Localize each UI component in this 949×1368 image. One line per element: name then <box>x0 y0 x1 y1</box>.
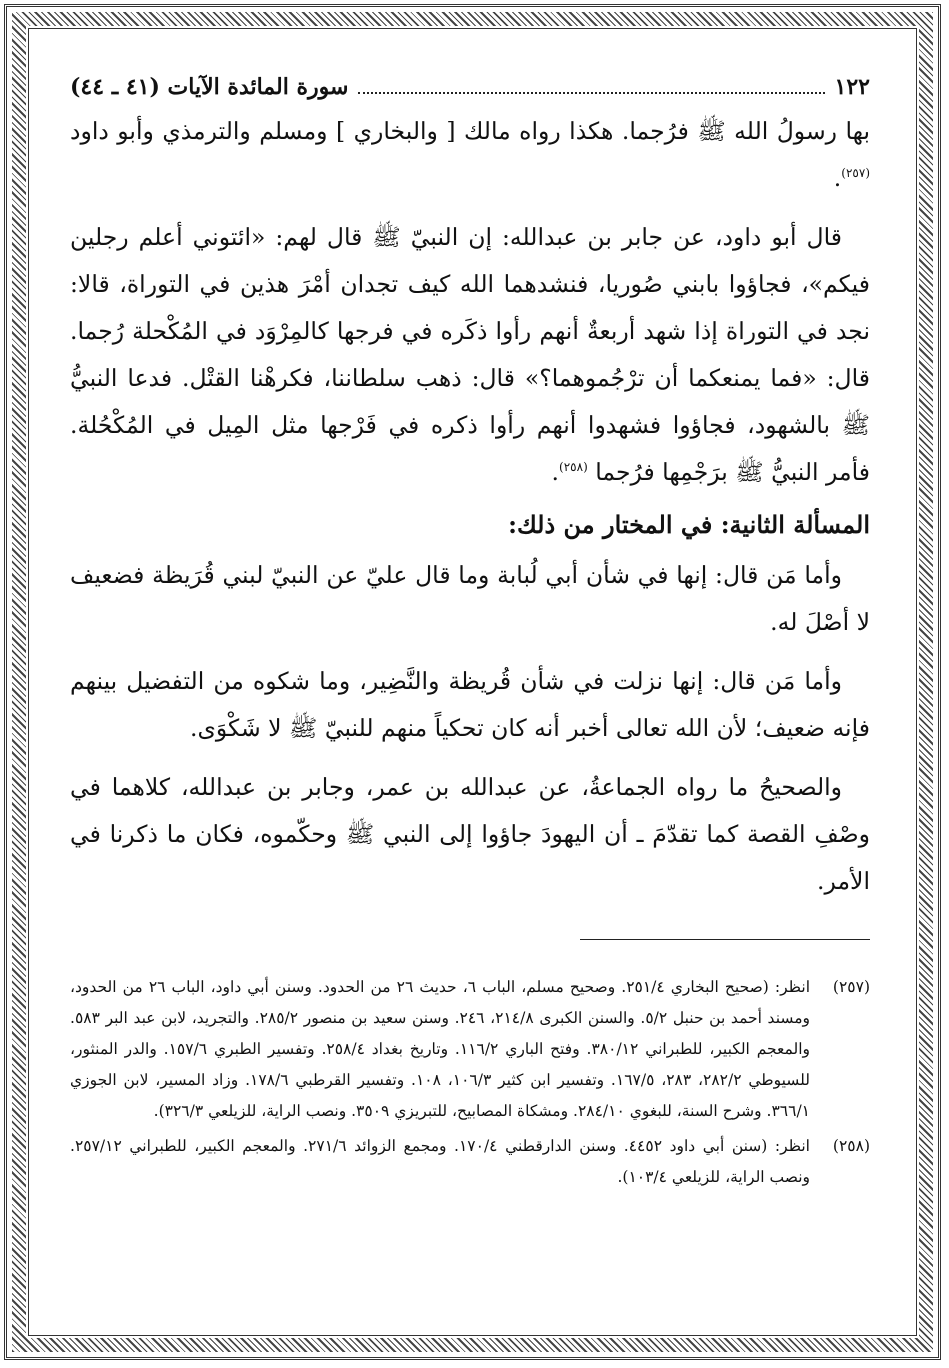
running-header <box>70 74 870 108</box>
footnote-text: انظر: (صحيح البخاري ٢٥١/٤. وصحيح مسلم، الباب ٦، حديث ٢٦ من الحدود. وسنن أبي داود، الباب ٢٦ من الحدود، ومسند أحمد بن حنبل ٥/٢. والسنن الكبرى ٢١٤/٨، ٢٤٦. وسنن سعيد بن منصور ٢٨٥/٢. والتجريد، لابن عبد البر ٥٨٣. والمعجم الكبير، للطبراني ٣٨٠/١٢. وفتح الباري ١١٦/٢. وتاريخ بغداد ٢٥٨/٤. وتفسير الطبري ١٥٧/٦. والدر المنثور، للسيوطي ٢٨٢/٢، ٢٨٣، ١٦٧/٥. وتفسير ابن كثير ١٠٦/٣، ١٠٨. وتفسير القرطبي ١٧٨/٦. وزاد المسير، لابن الجوزي ٣٦٦/١. وشرح السنة، للبغوي ٢٨٤/١٠. ومشكاة المصابيح، للتبريزي ٣٥٠٩. ونصب الراية، للزيلعي ٣٢٦/٣). <box>70 978 811 1120</box>
section-heading: المسألة الثانية: في المختار من ذلك: <box>508 510 870 539</box>
footnote-257 <box>70 972 870 1127</box>
paragraph-2: قال أبو داود، عن جابر بن عبدالله: إن النبيّ ﷺ قال لهم: «ائتوني أعلم رجلين فيكم»، فجاؤوا بابني صُوريا، فنشدهما الله كيف تجدان أمْرَ هذين في التوراة، قالا: نجد في التوراة إذا شهد أربعةٌ أنهم رأوا ذكَره في فرجها كالمِرْوَد في المُكْحلة رُجما. قال: «فما يمنعكما أن ترْجُموهما؟» قال: ذهب سلطاننا، فكرهْنا القتْل. فدعا النبيُّ ﷺ بالشهود، فجاؤوا فشهدوا أنهم رأوا ذكره في فَرْجها مثل المِيل في المُكْحُلة. فأمر النبيُّ ﷺ برَجْمِها فرُجما $^{(٢٥٨)}$. <box>70 223 870 486</box>
footnote-separator <box>580 939 870 940</box>
paragraph-1-text: بها رسولُ الله ﷺ فرُجما. هكذا رواه مالك [ والبخاري ] ومسلم والترمذي وأبو داود <box>70 117 870 145</box>
footnote-ref-258: (٢٥٨) <box>559 460 588 475</box>
paragraph-5: والصحيحُ ما رواه الجماعةُ، عن عبدالله بن عمر، وجابر بن عبدالله، كلاهما في وصْفِ القصة كما تقدّمَ ـ أن اليهودَ جاؤوا إلى النبي ﷺ وحكّموه، فكان ما ذكرنا في الأمر. <box>70 773 870 895</box>
page-number: ١٢٢ <box>834 74 870 100</box>
footnote-ref-257: (٢٥٧) <box>841 166 870 181</box>
paragraph-2-text: قال أبو داود، عن جابر بن عبدالله: إن النبيّ ﷺ قال لهم: «ائتوني أعلم رجلين فيكم»، فجاؤوا بابني صُوريا، فنشدهما الله كيف تجدان أمْرَ هذين في التوراة، قالا: نجد في التوراة إذا شهد أربعةٌ أنهم رأوا ذكَره في فرجها كالمِرْوَد في المُكْحلة رُجما. قال: «فما يمنعكما أن ترْجُموهما؟» قال: ذهب سلطاننا، فكرهْنا القتْل. فدعا النبيُّ ﷺ بالشهود، فجاؤوا فشهدوا أنهم رأوا ذكره في فَرْجها مثل المِيل في المُكْحُلة. فأمر النبيُّ ﷺ برَجْمِها فرُجما <box>70 223 870 486</box>
paragraph-1: بها رسولُ الله ﷺ فرُجما. هكذا رواه مالك [ والبخاري ] ومسلم والترمذي وأبو داود $^{(٢٥٧)}$. <box>70 117 870 192</box>
footnote-text: انظر: (سنن أبي داود ٤٤٥٢. وسنن الدارقطني ١٧٠/٤. ومجمع الزوائد ٢٧١/٦. والمعجم الكبير، للطبراني ٢٥٧/١٢. ونصب الراية، للزيلعي ١٠٣/٤). <box>70 1137 810 1186</box>
header-dot-leader <box>358 92 824 94</box>
paragraph-3: وأما مَن قال: إنها في شأن أبي لُبابة وما قال عليّ عن النبيّ لبني قُرَيظة فضعيف لا أصْلَ له. <box>70 561 870 636</box>
footnote-number: (٢٥٧) <box>832 978 870 996</box>
page-content <box>70 74 870 1324</box>
paragraph-4: وأما مَن قال: إنها نزلت في شأن قُريظة والنَّضِير، وما شكوه من التفضيل بينهم فإنه ضعيف؛ لأن الله تعالى أخبر أنه كان تحكياً منهم للنبيّ ﷺ لا شَكْوَى. <box>70 667 870 742</box>
header-title: سورة المائدة الآيات (٤١ ـ ٤٤) <box>70 74 349 100</box>
footnote-258 <box>70 1131 870 1193</box>
footnote-number: (٢٥٨) <box>832 1137 870 1155</box>
